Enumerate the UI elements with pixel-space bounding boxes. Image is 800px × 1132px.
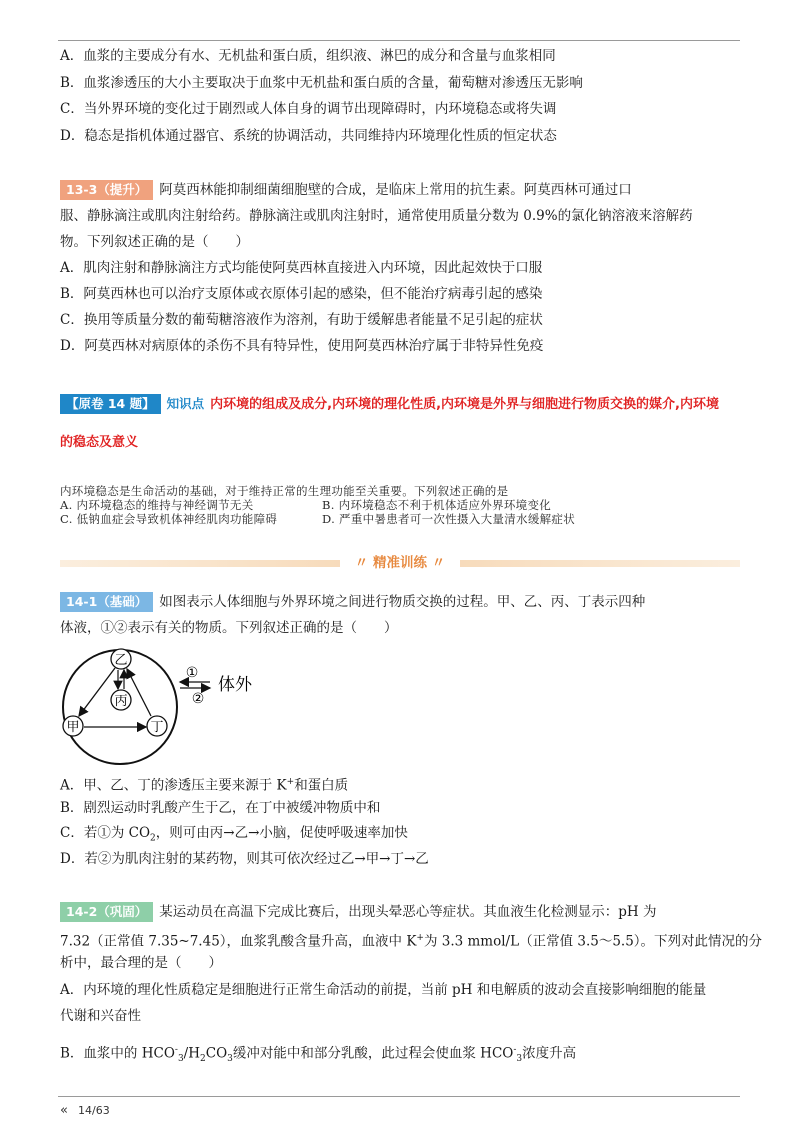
original-14-header — [60, 394, 740, 415]
scanned-option-d: D. 严重中暑患者可一次性摄入大量清水缓解症状 — [322, 512, 576, 526]
arrow-ding-to-yi — [127, 669, 151, 716]
q14-2-option-b-mid: /H — [183, 1045, 200, 1062]
label-substance-1: ① — [185, 665, 199, 681]
q13-3-option-a: A．肌肉注射和静脉滴注方式均能使阿莫西林直接进入内环境，因此起效快于口服 — [60, 260, 543, 276]
label-outside-body: 体外 — [218, 675, 252, 695]
q13-3-tag: 13-3（提升） — [60, 180, 153, 200]
q14-2-stem-text: 某运动员在高温下完成比赛后，出现头晕恶心等症状。其血液生化检测显示：pH 为 — [159, 904, 657, 920]
q14-2-option-b-mid-3: 缓冲对能中和部分乳酸，此过程会使血浆 HCO — [232, 1045, 514, 1062]
q14-1-option-d: D．若②为肌肉注射的某药物，则其可依次经过乙→甲→丁→乙 — [60, 851, 429, 867]
q13-2-option-d: D．稳态是指机体通过器官、系统的协调活动，共同维持内环境理化性质的恒定状态 — [60, 128, 557, 144]
scanned-option-c: C. 低钠血症会导致机体神经肌肉功能障碍 — [60, 512, 278, 526]
knowledge-point-text-1: 内环境的组成及成分,内环境的理化性质,内环境是外界与细胞进行物质交换的媒介,内环境 — [210, 397, 719, 412]
q13-2-option-c: C．当外界环境的变化过于剧烈或人体自身的调节出现障碍时，内环境稳态或将失调 — [60, 101, 557, 117]
q14-2-option-b-sub-3: 3 — [227, 1054, 233, 1065]
node-jia: 甲 — [66, 720, 80, 735]
q14-1-tag: 14-1（基础） — [60, 592, 153, 612]
q14-2-stem-2-sup: + — [416, 933, 424, 943]
knowledge-point-label: 知识点 — [166, 396, 205, 411]
q14-2-option-b-text: B．血浆中的 HCO — [60, 1045, 175, 1062]
q13-3-option-c: C．换用等质量分数的葡萄糖溶液作为溶剂，有助于缓解患者能量不足引起的症状 — [60, 312, 543, 328]
scanned-question-stem: 内环境稳态是生命活动的基础，对于维持正常的生理功能至关重要。下列叙述正确的是 — [60, 484, 509, 498]
q14-2-option-b-sub-4: 3 — [516, 1054, 523, 1065]
q14-1-stem-line-1 — [60, 592, 740, 612]
q13-3-stem-line-1 — [60, 180, 740, 200]
section-title: 〃 精准训练 〃 — [340, 552, 460, 574]
q14-1-option-b: B．剧烈运动时乳酸产生于乙，在丁中被缓冲物质中和 — [60, 800, 381, 816]
scanned-options-ab — [60, 498, 620, 512]
q14-2-stem-line-1 — [60, 902, 740, 922]
scanned-options-cd — [60, 512, 620, 526]
footer-chevron-icon: « — [60, 1103, 68, 1118]
q14-1-stem-text: 如图表示人体细胞与外界环境之间进行物质交换的过程。甲、乙、丙、丁表示四种 — [159, 594, 646, 610]
header-rule — [58, 40, 740, 41]
q13-2-option-a: A．血浆的主要成分有水、无机盐和蛋白质，组织液、淋巴的成分和含量与血浆相同 — [60, 48, 556, 64]
q13-3-stem-line-3: 物。下列叙述正确的是（ ） — [60, 234, 249, 250]
q14-1-stem-line-2: 体液，①②表示有关的物质。下列叙述正确的是（ ） — [60, 620, 398, 636]
knowledge-point-text-2: 的稳态及意义 — [60, 435, 139, 450]
q14-2-option-a-line-1: A．内环境的理化性质稳定是细胞进行正常生命活动的前提，当前 pH 和电解质的波动会直接影响细胞的能量 — [60, 982, 707, 998]
q14-2-option-b-mid-2: CO — [205, 1045, 228, 1062]
original-14-tag: 【原卷 14 题】 — [60, 394, 161, 414]
footer-rule — [58, 1096, 740, 1097]
q14-2-option-b-sup-1: - — [174, 1045, 178, 1055]
q14-1-option-a-sup: + — [286, 777, 295, 787]
q14-1-option-a — [60, 772, 740, 796]
q14-2-stem-2-text: 7.32（正常值 7.35~7.45），血浆乳酸含量升高，血液中 K — [60, 933, 417, 950]
q14-2-option-b-sup-2: - — [513, 1045, 517, 1055]
node-bing: 丙 — [114, 694, 128, 709]
scanned-option-b: B. 内环境稳态不利于机体适应外界环境变化 — [322, 498, 552, 512]
q14-2-option-b-tail: 浓度升高 — [522, 1045, 577, 1062]
section-banner — [60, 552, 740, 574]
q14-1-option-a-tail: 和蛋白质 — [294, 777, 349, 794]
q14-1-option-c-text: C．若①为 CO — [60, 825, 151, 841]
q13-3-stem-text: 阿莫西林能抑制细菌细胞壁的合成，是临床上常用的抗生素。阿莫西林可通过口 — [159, 182, 632, 198]
q14-2-option-a-line-2: 代谢和兴奋性 — [60, 1008, 141, 1024]
q13-3-option-b: B．阿莫西林也可以治疗支原体或衣原体引起的感染，但不能治疗病毒引起的感染 — [60, 286, 543, 302]
node-ding: 丁 — [150, 720, 164, 735]
q14-1-option-c-sub: 2 — [150, 833, 156, 844]
q14-2-stem-2-tail: 为 3.3 mmol/L（正常值 3.5～5.5）。下列对此情况的分 — [423, 933, 763, 950]
q14-2-option-b-sub-1: 3 — [177, 1054, 184, 1065]
q13-2-option-b: B．血浆渗透压的大小主要取决于血浆中无机盐和蛋白质的含量，葡萄糖对渗透压无影响 — [60, 75, 583, 91]
q14-2-stem-line-3: 析中，最合理的是（ ） — [60, 955, 222, 971]
q14-1-option-c-tail: ，则可由丙→乙→小脑，促使呼吸速率加快 — [155, 825, 408, 841]
page-number: 14/63 — [78, 1104, 110, 1117]
arrow-yi-to-jia — [79, 668, 115, 716]
body-fluid-diagram — [60, 645, 260, 765]
q14-2-stem-line-2 — [60, 928, 763, 952]
q14-1-option-c — [60, 823, 740, 849]
q14-1-option-a-text: A．甲、乙、丁的渗透压主要来源于 K — [60, 777, 287, 794]
knowledge-point-line-2 — [60, 432, 740, 453]
q14-2-option-b-sub-2: 2 — [200, 1054, 206, 1065]
scanned-option-a: A. 内环境稳态的维持与神经调节无关 — [60, 498, 254, 512]
q14-2-option-b — [60, 1040, 740, 1069]
node-yi: 乙 — [114, 653, 128, 668]
q13-3-option-d: D．阿莫西林对病原体的杀伤不具有特异性，使用阿莫西林治疗属于非特异性免疫 — [60, 338, 544, 354]
q14-2-tag: 14-2（巩固） — [60, 902, 153, 922]
label-substance-2: ② — [191, 691, 205, 707]
q13-3-stem-line-2: 服、静脉滴注或肌肉注射给药。静脉滴注或肌肉注射时，通常使用质量分数为 0.9%的氯化钠溶液来溶解药 — [60, 208, 693, 224]
